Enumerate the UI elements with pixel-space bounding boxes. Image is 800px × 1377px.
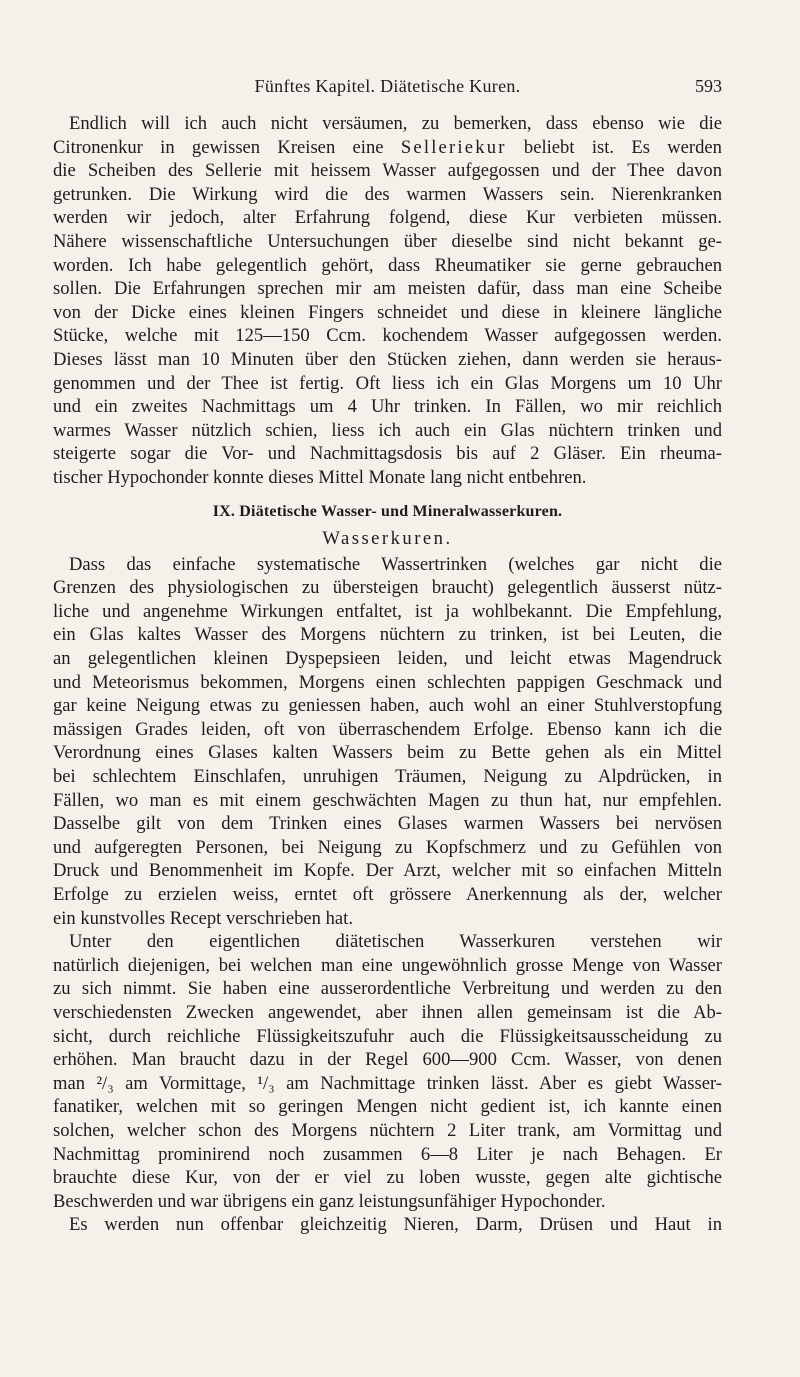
text-line: und aufgeregten Personen, bei Neigung zu Kopfschmerz und zu Gefühlen von <box>53 836 722 858</box>
text-line: bei schlechtem Einschlafen, unruhigen Träumen, Neigung zu Alpdrücken, in <box>53 766 722 788</box>
running-head <box>53 44 722 96</box>
text-line: von der Dicke eines kleinen Fingers schneidet und diese in kleinere längliche <box>53 301 722 323</box>
text-line: sollen. Die Erfahrungen sprechen mir am meisten dafür, dass man eine Scheibe <box>53 278 722 300</box>
text-line: ein Glas kaltes Wasser des Morgens nüchtern zu trinken, ist bei Leuten, die <box>53 624 722 646</box>
text-line: Endlich will ich auch nicht versäumen, zu bemerken, dass ebenso wie die <box>69 113 722 134</box>
text-line: Citronenkur in gewissen Kreisen eine Selleriekur beliebt ist. Es werden <box>53 136 722 158</box>
text-line: tischer Hypochonder konnte dieses Mittel Monate lang nicht entbehren. <box>53 466 587 488</box>
text-line: Beschwerden und war übrigens ein ganz leistungsunfähiger Hypochonder. <box>53 1190 606 1212</box>
text-line: natürlich diejenigen, bei welchen man eine ungewöhnlich grosse Menge von Wasser <box>53 954 722 976</box>
text-line: ein kunstvolles Recept verschrieben hat. <box>53 907 353 929</box>
text-line: und ein zweites Nachmittags um 4 Uhr trinken. In Fällen, wo mir reichlich <box>53 396 722 418</box>
section-heading: IX. Diätetische Wasser- und Mineralwasserkuren. <box>212 502 563 520</box>
text-line: Dasselbe gilt von dem Trinken eines Glases warmen Wassers bei nervösen <box>53 813 722 835</box>
text-line: Nachmittag prominirend noch zusammen 6—8 Liter je nach Behagen. Er <box>53 1143 722 1165</box>
text-line: warmes Wasser nützlich schien, liess ich auch ein Glas nüchtern trinken und <box>53 419 722 441</box>
text-line: und Meteorismus bekommen, Morgens einen schlechten pappigen Geschmack und <box>53 671 722 693</box>
text-line: Unter den eigentlichen diätetischen Wasserkuren verstehen wir <box>69 931 722 953</box>
document-page <box>0 44 800 1377</box>
paragraph-wassertrinken <box>53 553 722 931</box>
text-line: die Scheiben des Sellerie mit heissem Wasser aufgegossen und der Thee davon <box>53 160 722 182</box>
text-line: Es werden nun offenbar gleichzeitig Nieren, Darm, Drüsen und Haut in <box>69 1214 722 1236</box>
text-line: Grenzen des physiologischen zu übersteigen braucht) gelegentlich äusserst nütz- <box>53 577 722 599</box>
page-number: 593 <box>695 76 722 96</box>
paragraph-sellerie <box>53 112 722 490</box>
section-subheading: Wasserkuren. <box>322 528 453 550</box>
body-text <box>53 112 722 1237</box>
text-line: Nähere wissenschaftliche Untersuchungen über dieselbe sind nicht bekannt ge- <box>53 230 722 252</box>
text-line: Dieses lässt man 10 Minuten über den Stücken ziehen, dann werden sie heraus- <box>53 348 722 370</box>
text-line: solchen, welcher schon des Morgens nüchtern 2 Liter trank, am Vormittag und <box>53 1119 722 1141</box>
text-line: liche und angenehme Wirkungen entfaltet, ist ja wohlbekannt. Die Empfehlung, <box>53 600 722 622</box>
text-line: man ²/₃ am Vormittage, ¹/₃ am Nachmittage trinken lässt. Aber es giebt Wasser- <box>53 1072 722 1094</box>
text-line: brauchte diese Kur, von der er viel zu loben wusste, gegen alte gichtische <box>53 1167 722 1189</box>
text-line: Erfolge zu erzielen weiss, erntet oft grössere Anerkennung als der, welcher <box>53 884 722 905</box>
text-line: Fällen, wo man es mit einem geschwächten Magen zu thun hat, nur empfehlen. <box>53 789 722 811</box>
text-line: Dass das einfache systematische Wassertrinken (welches gar nicht die <box>69 553 722 575</box>
text-line: Stücke, welche mit 125—150 Ccm. kochendem Wasser aufgegossen werden. <box>53 325 722 347</box>
emphasis: Selleriekur <box>400 136 507 158</box>
text-line: worden. Ich habe gelegentlich gehört, dass Rheumatiker sie gerne gebrauchen <box>53 254 722 276</box>
text-line: werden wir jedoch, alter Erfahrung folgend, diese Kur verbieten müssen. <box>53 207 722 229</box>
text-line: Verordnung eines Glases kalten Wassers beim zu Bette gehen als ein Mittel <box>53 742 722 764</box>
text-line: getrunken. Die Wirkung wird die des warmen Wassers sein. Nierenkranken <box>53 183 722 205</box>
text-line: erhöhen. Man braucht dazu in der Regel 600—900 Ccm. Wasser, von denen <box>53 1049 722 1071</box>
text-line: an gelegentlichen kleinen Dyspepsieen leiden, und leicht etwas Magendruck <box>53 648 722 670</box>
text-line: steigerte sogar die Vor- und Nachmittagsdosis bis auf 2 Gläser. Ein rheuma- <box>53 443 722 465</box>
text-line: fanatiker, welchen mit so geringen Mengen nicht gedient ist, ich kannte einen <box>53 1096 722 1118</box>
text-line: zu sich nimmt. Sie haben eine ausserordentliche Verbreitung und werden zu den <box>53 978 722 1000</box>
paragraph-wasserkuren <box>53 930 722 1237</box>
text-line: verschiedensten Zwecken angewendet, aber ihnen allen gemeinsam ist die Ab- <box>53 1001 722 1023</box>
text-line: sicht, durch reichliche Flüssigkeitszufuhr auch die Flüssigkeitsausscheidung zu <box>53 1025 722 1047</box>
text-line: genommen und der Thee ist fertig. Oft liess ich ein Glas Morgens um 10 Uhr <box>53 372 722 394</box>
text-line: Druck und Benommenheit im Kopfe. Der Arzt, welcher mit so einfachen Mitteln <box>53 860 722 882</box>
chapter-title: Fünftes Kapitel. Diätetische Kuren. <box>254 76 521 96</box>
text-line: mässigen Grades leiden, oft von überraschendem Erfolge. Ebenso kann ich die <box>53 718 722 740</box>
text-line: gar keine Neigung etwas zu geniessen haben, auch wohl an einer Stuhlverstopfung <box>53 695 722 717</box>
